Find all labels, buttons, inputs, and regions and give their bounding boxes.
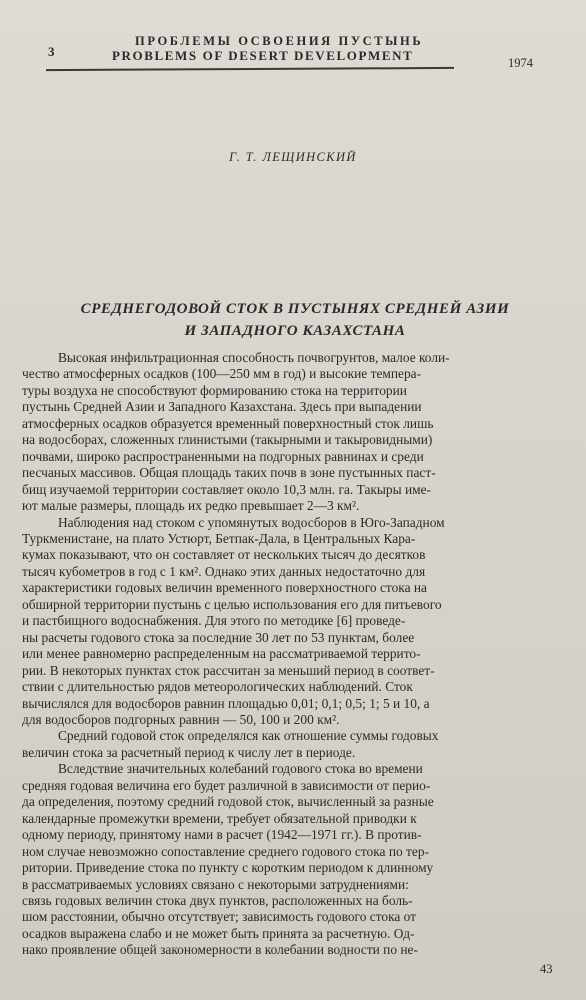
title-line-1: СРЕДНЕГОДОВОЙ СТОК В ПУСТЫНЯХ СРЕДНЕЙ АЗИИ [80,301,510,317]
text-line: бищ изучаемой территории составляет около 10,3 млн. га. Такыры име- [22,481,431,497]
text-line: рии. В некоторых пунктах сток рассчитан за меньший период в соответ- [22,662,435,678]
journal-title-en: PROBLEMS OF DESERT DEVELOPMENT [112,48,414,63]
text-line: календарные промежутки времени, требует обязательной приводки к [22,810,417,826]
text-line: кумах показывают, что он составляет от нескольких тысяч до десятков [22,547,426,563]
text-line: Наблюдения над стоком с упомянутых водосборов в Юго-Западном [58,514,445,530]
text-line: и пастбищного водоснабжения. Для этого по методике [6] проведе- [22,613,406,629]
running-header [0,30,586,76]
text-line: Вследствие значительных колебаний годового стока во времени [58,761,423,777]
text-line: величин стока за расчетный период к числу лет в периоде. [22,744,356,760]
text-line: для водосборов подгорных равнин — 50, 100 и 200 км². [22,711,340,727]
header-rule [46,67,454,71]
text-line: осадков выражена слабо и не может быть принята за расчетную. Од- [22,925,415,941]
text-line: чество атмосферных осадков (100—250 мм в год) и высокие темпера- [22,366,422,382]
text-line: ритории. Приведение стока по пункту с коротким периодом к длинному [22,860,434,876]
text-line: характеристики годовых величин временного поверхностного стока на [22,580,427,596]
text-line: песчаных массивов. Общая площадь таких почв в зоне пустынных паст- [22,465,436,481]
text-line: ны расчеты годового стока за последние 30 лет по 53 пунктам, более [22,629,415,645]
text-line: ном случае невозможно сопоставление среднего годового стока по тер- [22,843,429,859]
issue-number: 3 [48,44,55,59]
text-line: средняя годовая величина его будет различной в зависимости от перио- [22,777,431,793]
text-line: Высокая инфильтрационная способность почвогрунтов, малое коли- [58,350,450,365]
text-line: или менее равномерно распределенным на рассматриваемой террито- [22,646,421,662]
text-line: вычислялся для водосборов равнин площадью 0,01; 0,1; 0,5; 1; 5 и 10, а [22,695,430,711]
text-line: шом расстоянии, обычно отсутствует; зависимость годового стока от [22,909,417,925]
text-line: ют малые размеры, площадь их редко превышает 2—3 км². [22,498,360,514]
article-title [30,298,560,342]
journal-title-ru: ПРОБЛЕМЫ ОСВОЕНИЯ ПУСТЫНЬ [135,34,424,48]
text-line: да определения, поэтому средний годовой сток, вычисленный за разные [22,794,434,810]
text-line: на водосборах, сложенных глинистыми (такырными и такыровидными) [22,432,433,448]
text-line: ствии с длительностью рядов метеорологических наблюдений. Сток [22,679,413,695]
page-number: 43 [540,962,553,976]
text-line: связь годовых величин стока двух пунктов, расположенных на боль- [22,892,413,908]
title-line-2: И ЗАПАДНОГО КАЗАХСТАНА [184,323,406,339]
text-line: одному периоду, принятому нами в расчет (1942—1971 гг.). В против- [22,827,422,843]
article-body [22,350,562,959]
text-line: туры воздуха не способствуют формированию стока на территории [22,382,407,398]
text-line: нако проявление общей закономерности в колебании водности по не- [22,942,418,958]
text-line: атмосферных осадков образуется временный поверхностный сток лишь [22,415,434,431]
author-name: Г. Т. ЛЕЩИНСКИЙ [229,150,357,164]
text-line: почвами, широко распространенными на подгорных равнинах и среди [22,448,424,464]
publication-year: 1974 [508,56,533,70]
text-line: тысяч кубометров в год с 1 км². Однако этих данных недостаточно для [22,563,426,579]
text-line: в рассматриваемых условиях связано с некоторыми затруднениями: [22,876,409,892]
text-line: обширной территории пустынь с целью использования его для питьевого [22,596,442,612]
text-line: Туркменистане, на плато Устюрт, Бетпак-Дала, в Центральных Кара- [22,530,416,546]
text-line: пустынь Средней Азии и Западного Казахстана. Здесь при выпадении [22,399,422,415]
text-line: Средний годовой сток определялся как отношение суммы годовых [58,728,439,744]
